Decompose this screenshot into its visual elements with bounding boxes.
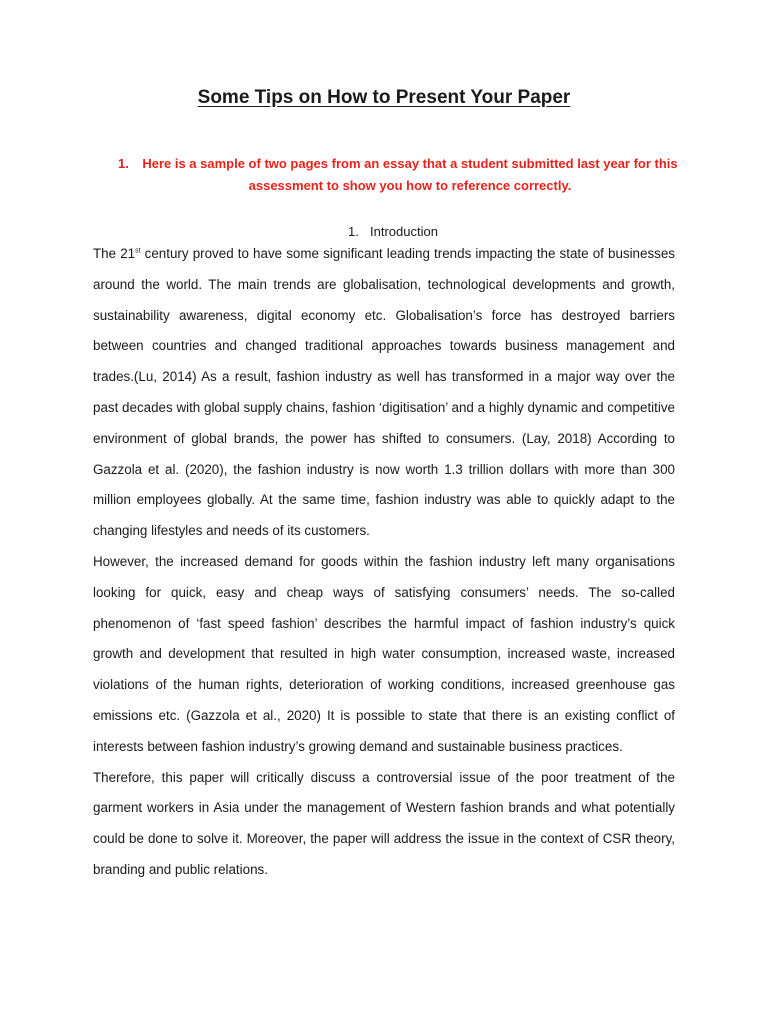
section-title: Introduction [370, 224, 438, 239]
instruction-note-text: Here is a sample of two pages from an essay that a student submitted last year for this assessment to show you how to reference correctly. [142, 156, 678, 193]
paragraph-1-start: The 21 [93, 246, 136, 261]
paragraph-1 [93, 239, 675, 547]
ordinal-superscript: st [135, 247, 141, 255]
paragraph-3: Therefore, this paper will critically discuss a controversial issue of the poor treatment of the garment workers in Asia under the management of Western fashion brands and what potentially could be done to solve it. Moreover, the paper will address the issue in the context of CSR theory, branding and public relations. [93, 769, 675, 877]
instruction-note [112, 153, 680, 197]
essay-body [93, 239, 675, 886]
page-title: Some Tips on How to Present Your Paper [197, 87, 571, 108]
instruction-note-number: 1. [118, 156, 129, 171]
paragraph-2: However, the increased demand for goods within the fashion industry left many organisations looking for quick, easy and cheap ways of satisfying consumers’ needs. The so-called phenomenon of ‘fast speed fashion’ describes the harmful impact of fashion industry’s quick growth and development that resulted in high water consumption, increased waste, increased violations of the human rights, deterioration of working conditions, increased greenhouse gas emissions etc. (Gazzola et al., 2020) It is possible to state that there is an existing conflict of interests between fashion industry’s growing demand and sustainable business practices. [93, 553, 675, 754]
section-number: 1. [348, 224, 359, 239]
paragraph-1-rest: century proved to have some significant leading trends impacting the state of businesses around the world. The main trends are globalisation, technological developments and growth, sustainability awareness, digital economy etc. Globalisation’s force has destroyed barriers between countries and changed traditional approaches towards business management and trades.(Lu, 2014) As a result, fashion industry as well has transformed in a major way over the past decades with global supply chains, fashion ‘digitisation’ and a highly dynamic and competitive environment of global brands, the power has shifted to consumers. (Lay, 2018) According to Gazzola et al. (2020), the fashion industry is now worth 1.3 trillion dollars with more than 300 million employees globally. At the same time, fashion industry was able to quickly adapt to the changing lifestyles and needs of its customers. [93, 246, 675, 539]
